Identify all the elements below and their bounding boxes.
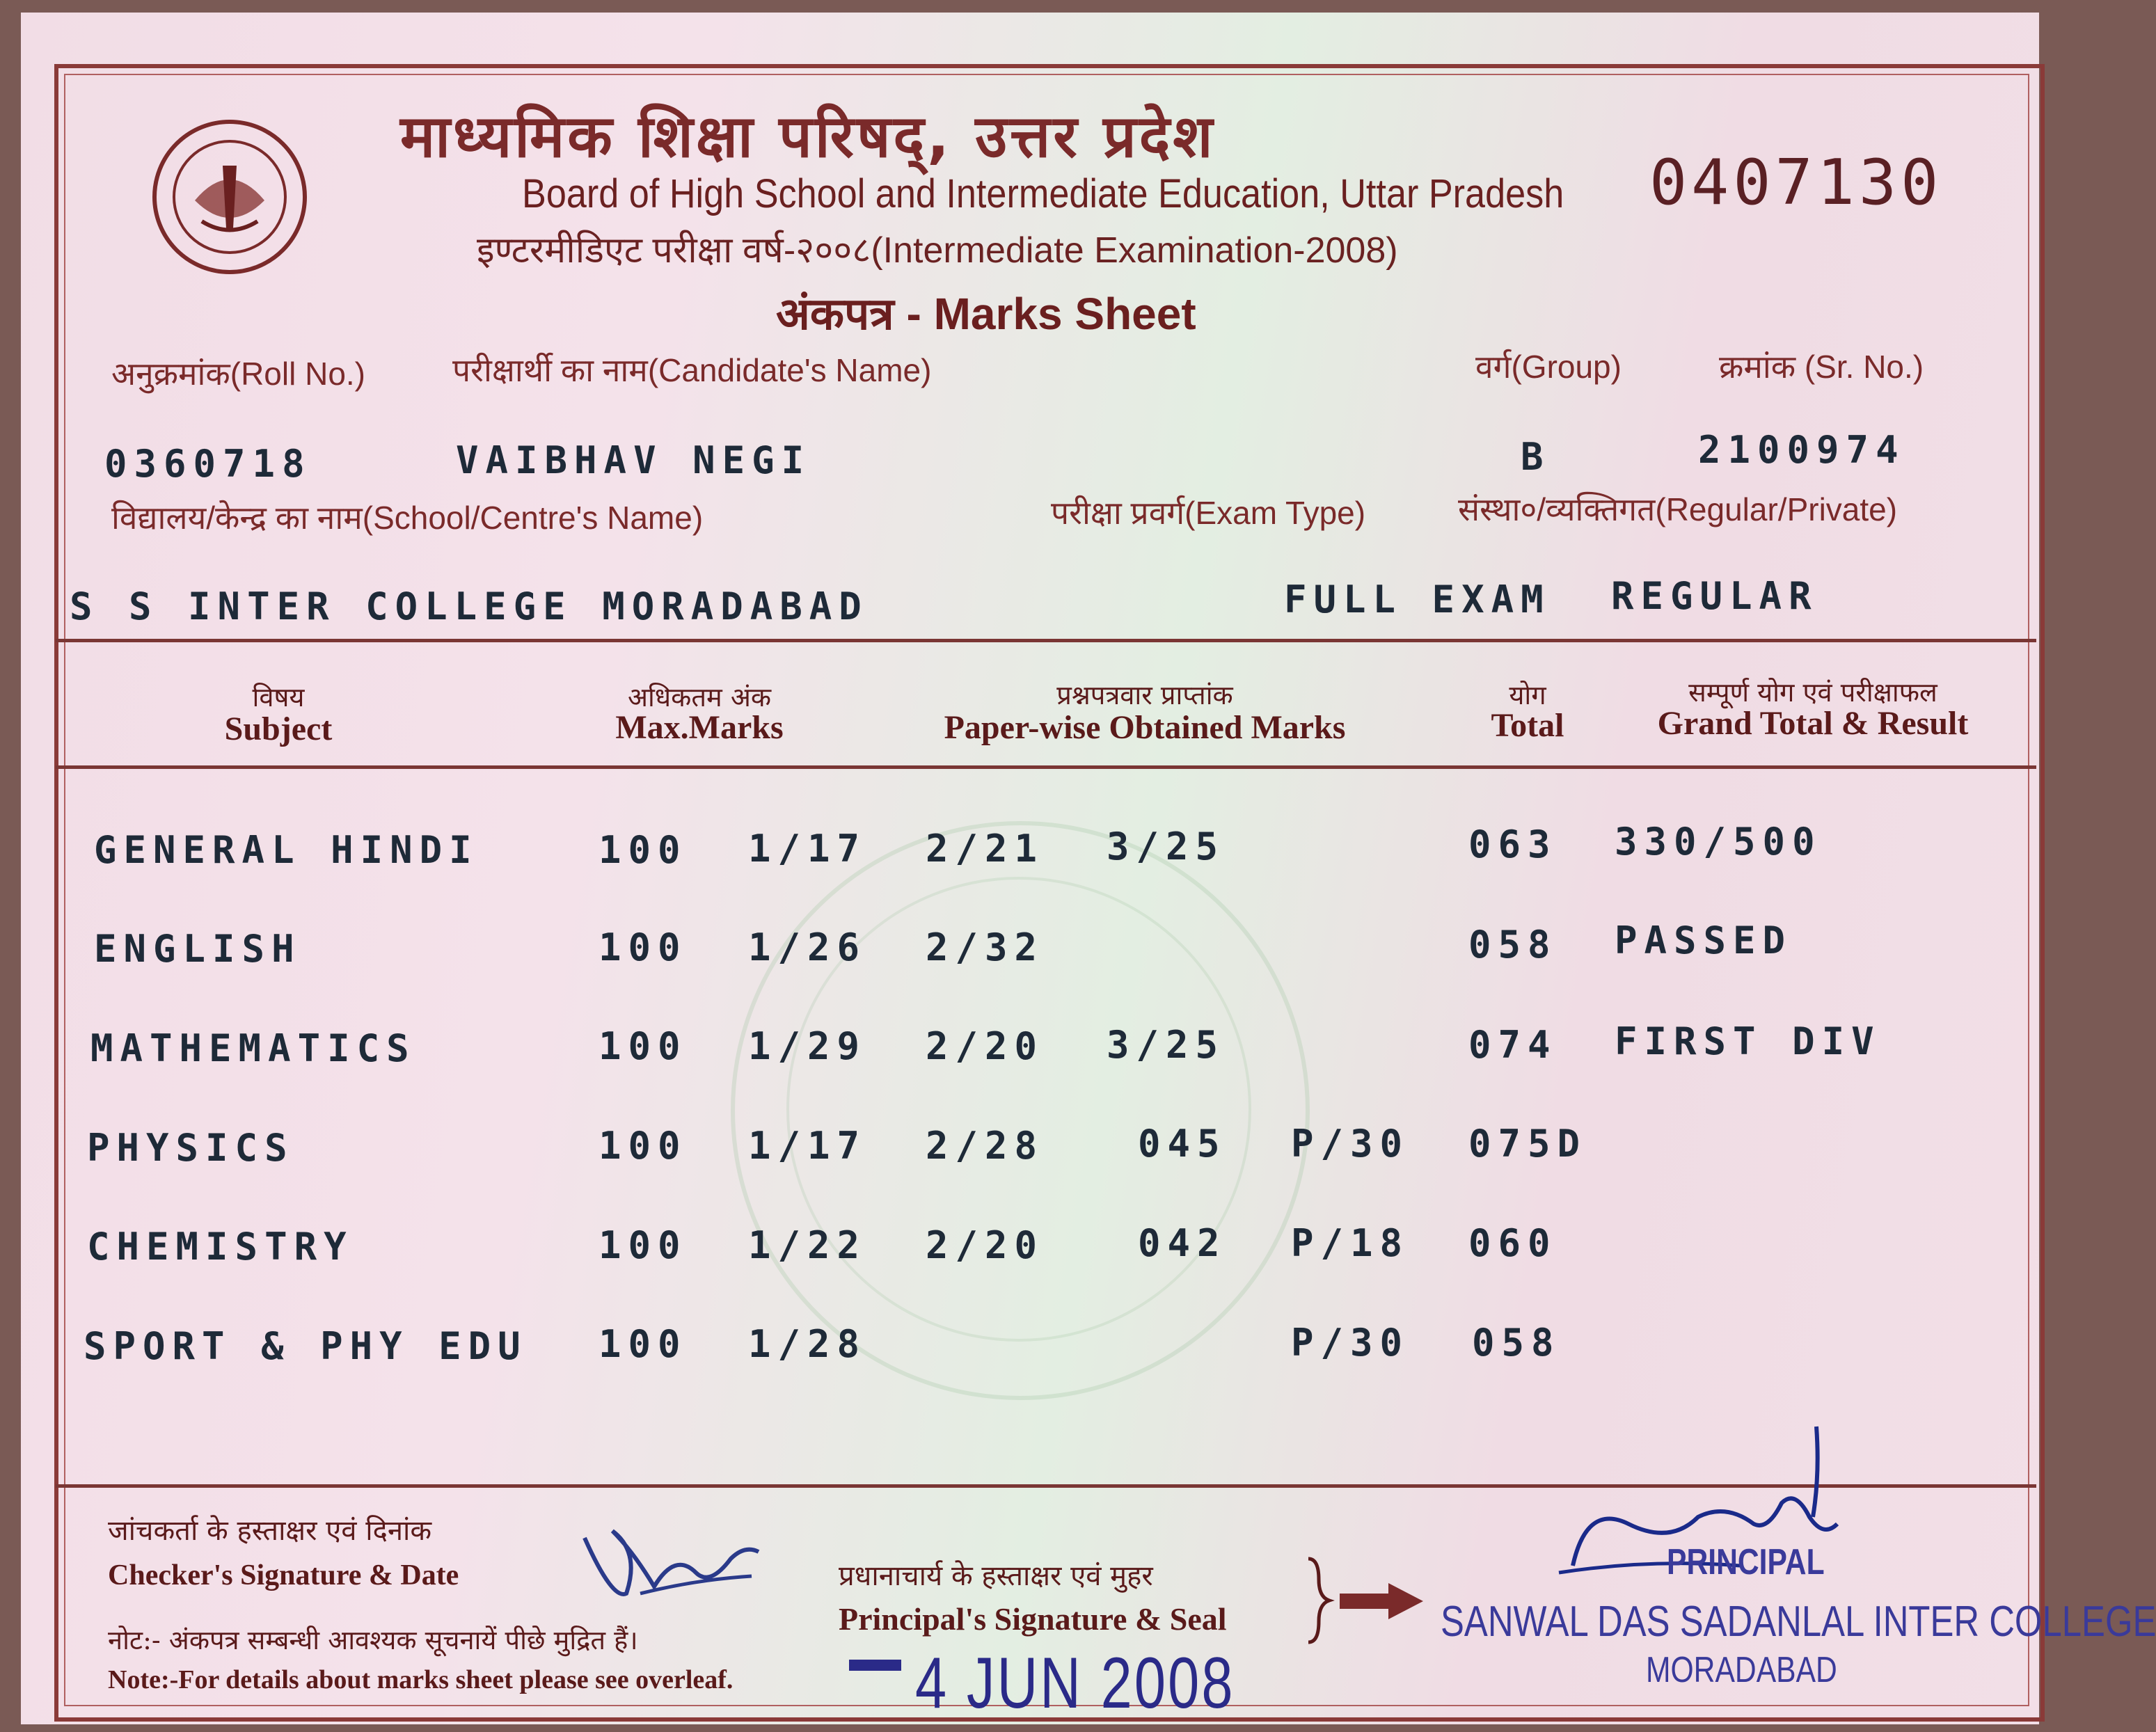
grand-total-header: Grand Total & Result (1657, 705, 1969, 742)
stamp-college-name: SANWAL DAS SADANLAL INTER COLLEGE (1441, 1598, 2156, 1646)
max-marks-cell: 100 (599, 828, 688, 872)
subject-cell: MATHEMATICS (90, 1026, 416, 1070)
total-cell: 060 (1468, 1221, 1557, 1265)
exam-type-value: FULL EXAM (1284, 578, 1551, 621)
sr-no-label: क्रमांक (Sr. No.) (1719, 349, 1924, 385)
divider-top (56, 639, 2036, 642)
roll-no-value: 0360718 (104, 442, 312, 486)
group-label: वर्ग(Group) (1475, 349, 1622, 385)
serial-number: 0407130 (1649, 146, 1943, 219)
subject-cell: SPORT & PHY EDU (84, 1324, 528, 1368)
paper1-cell: 1/17 (748, 1124, 867, 1168)
max-marks-header-hindi: अधिकतम अंक (627, 682, 772, 713)
grand-total-value: 330/500 (1615, 820, 1822, 864)
result-value: PASSED (1615, 919, 1793, 962)
subject-cell: ENGLISH (94, 927, 301, 971)
total-cell: 063 (1468, 823, 1557, 866)
candidate-name-label: परीक्षार्थी का नाम(Candidate's Name) (452, 352, 932, 388)
subject-cell: PHYSICS (87, 1126, 294, 1170)
division-value: FIRST DIV (1615, 1019, 1881, 1063)
divider-header (56, 765, 2036, 769)
paper2-cell: 2/21 (926, 827, 1045, 871)
max-marks-cell: 100 (599, 1024, 688, 1068)
paper2-cell: 2/20 (926, 1024, 1045, 1068)
principal-label-hindi: प्रधानाचार्य के हस्ताक्षर एवं मुहर (839, 1560, 1153, 1592)
total-cell: 058 (1468, 923, 1557, 967)
paper-wise-header-hindi: प्रश्नपत्रवार प्राप्तांक (1056, 680, 1233, 710)
marks-sheet-title: अंकपत्र - Marks Sheet (776, 289, 1196, 339)
practical-cell: P/30 (1291, 1122, 1410, 1166)
paper3-cell: 3/25 (1107, 1023, 1226, 1067)
checker-signature-icon (571, 1510, 766, 1614)
paper1-cell: 1/17 (748, 827, 867, 871)
exam-year-line: इण्टरमीडिएट परीक्षा वर्ष-२००८(Intermediate Examination-2008) (477, 230, 1398, 271)
max-marks-header: Max.Marks (615, 709, 784, 746)
sr-no-value: 2100974 (1698, 428, 1905, 472)
total-cell: 074 (1468, 1023, 1557, 1067)
paper1-cell: 1/26 (748, 925, 867, 969)
max-marks-cell: 100 (599, 1322, 688, 1366)
max-marks-cell: 100 (599, 1223, 688, 1267)
candidate-name-value: VAIBHAV NEGI (456, 438, 811, 482)
paper2-cell: 2/20 (926, 1223, 1045, 1267)
arrow-right-icon (1301, 1552, 1427, 1649)
up-board-emblem-icon (146, 117, 313, 277)
group-value: B (1521, 435, 1551, 479)
stamp-city: MORADABAD (1646, 1650, 1837, 1690)
board-title-hindi: माध्यमिक शिक्षा परिषद्, उत्तर प्रदेश (400, 102, 1216, 170)
category-value: REGULAR (1611, 574, 1818, 618)
note-english: Note:-For details about marks sheet please see overleaf. (108, 1665, 734, 1694)
paper1-cell: 1/22 (748, 1223, 867, 1267)
paper1-cell: 1/28 (748, 1322, 867, 1366)
subject-header-hindi: विषय (252, 682, 305, 713)
paper-wise-header: Paper-wise Obtained Marks (944, 709, 1346, 746)
practical-cell: P/18 (1291, 1221, 1410, 1265)
checker-label-hindi: जांचकर्ता के हस्ताक्षर एवं दिनांक (108, 1515, 432, 1547)
paper2-cell: 2/32 (926, 925, 1045, 969)
date-stamp-dash (849, 1660, 901, 1671)
subject-cell: CHEMISTRY (87, 1225, 354, 1269)
school-name-label: विद्यालय/केन्द्र का नाम(School/Centre's Name) (111, 500, 704, 536)
stamp-title: PRINCIPAL (1667, 1542, 1825, 1582)
subject-cell: GENERAL HINDI (94, 828, 479, 872)
board-title-english: Board of High School and Intermediate Education, Uttar Pradesh (522, 171, 1564, 216)
roll-no-label: अनुक्रमांक(Roll No.) (111, 356, 365, 392)
paper1-cell: 1/29 (748, 1024, 867, 1068)
max-marks-cell: 100 (599, 925, 688, 969)
exam-type-label: परीक्षा प्रवर्ग(Exam Type) (1051, 495, 1366, 531)
grand-total-header-hindi: सम्पूर्ण योग एवं परीक्षाफल (1688, 677, 1937, 708)
total-header: Total (1491, 707, 1564, 744)
practical-cell: P/30 (1291, 1321, 1410, 1365)
subject-header: Subject (224, 710, 333, 747)
total-cell: 058 (1472, 1321, 1561, 1365)
max-marks-cell: 100 (599, 1124, 688, 1168)
note-hindi: नोट:- अंकपत्र सम्बन्धी आवश्यक सूचनायें पीछे मुद्रित हैं। (108, 1625, 638, 1655)
paper3-cell: 042 (1138, 1221, 1227, 1265)
total-cell: 075D (1468, 1122, 1587, 1166)
paper3-cell: 045 (1138, 1122, 1227, 1166)
principal-label: Principal's Signature & Seal (839, 1601, 1227, 1637)
total-header-hindi: योग (1509, 680, 1546, 710)
paper3-cell: 3/25 (1107, 825, 1226, 868)
date-stamp: 4 JUN 2008 (915, 1643, 1235, 1724)
paper2-cell: 2/28 (926, 1124, 1045, 1168)
school-name-value: S S INTER COLLEGE MORADABAD (70, 585, 869, 628)
regular-private-label: संस्था०/व्यक्तिगत(Regular/Private) (1458, 491, 1898, 527)
checker-label: Checker's Signature & Date (108, 1559, 459, 1591)
